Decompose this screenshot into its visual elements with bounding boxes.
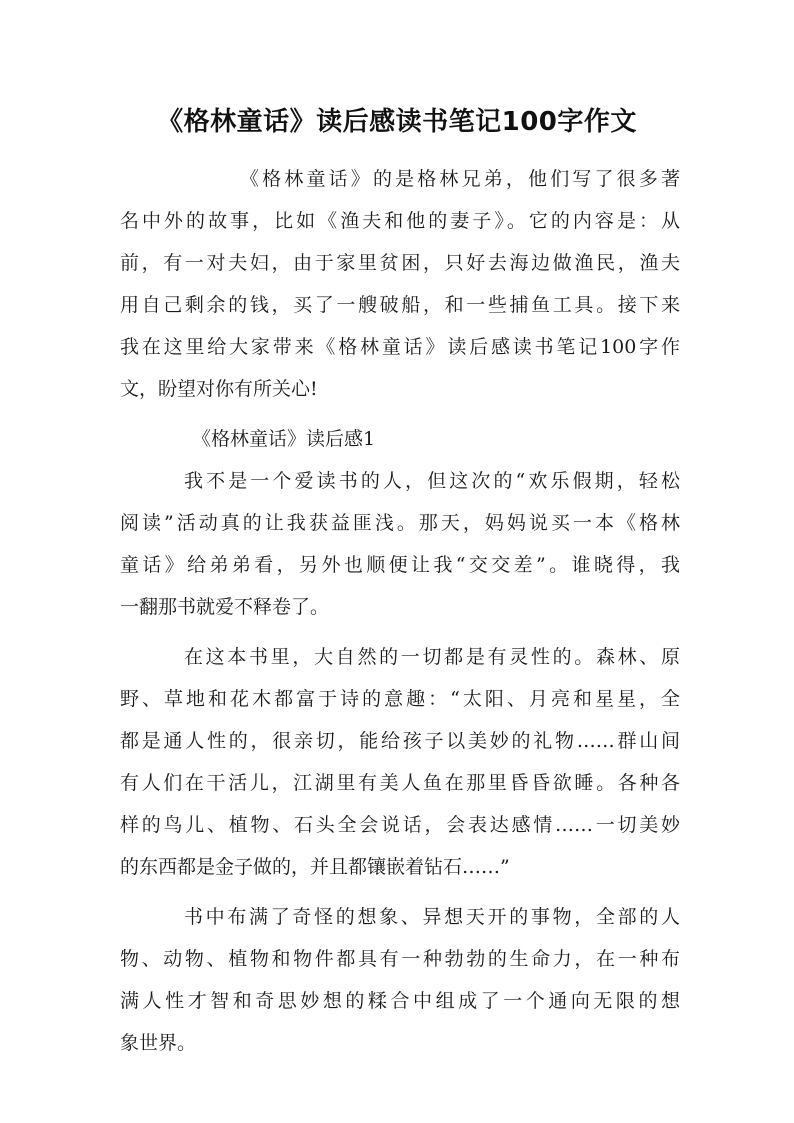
- paragraph-3: [120, 896, 680, 1064]
- paragraph-line: 前，有一对夫妇，由于家里贫困，只好去海边做渔民，渔夫: [120, 252, 680, 274]
- intro-paragraph: [120, 158, 680, 410]
- paragraph-2: [120, 636, 680, 888]
- paragraph-line: 阅读”活动真的让我获益匪浅。那天，妈妈说买一本《格林: [120, 512, 680, 534]
- paragraph-line: 名中外的故事，比如《渔夫和他的妻子》。它的内容是：从: [120, 210, 680, 232]
- document-title: 《格林童话》读后感读书笔记100字作文: [157, 107, 637, 137]
- paragraph-line: 文，盼望对你有所关心!: [120, 378, 318, 400]
- paragraph-line: 野、草地和花木都富于诗的意趣：“太阳、月亮和星星，全: [120, 688, 680, 710]
- paragraph-line: 样的鸟儿、植物、石头全会说话，会表达感情……一切美妙: [120, 814, 680, 836]
- paragraph-line: 书中布满了奇怪的想象、异想天开的事物，全部的人: [184, 906, 680, 928]
- document-body: [120, 158, 680, 1064]
- paragraph-line: 满人性才智和奇思妙想的糅合中组成了一个通向无限的想: [120, 990, 680, 1012]
- paragraph-line: 童话》给弟弟看，另外也顺便让我“交交差”。谁晓得，我: [120, 554, 680, 576]
- paragraph-line: 都是通人性的，很亲切，能给孩子以美妙的礼物……群山间: [120, 730, 680, 752]
- paragraph-line: 《格林童话》的是格林兄弟，他们写了很多著: [240, 168, 680, 190]
- paragraph-line: 象世界。: [120, 1032, 197, 1054]
- paragraph-line: 我不是一个爱读书的人，但这次的“欢乐假期，轻松: [184, 470, 680, 492]
- paragraph-line: 的东西都是金子做的，并且都镶嵌着钻石……”: [120, 856, 510, 878]
- paragraph-line: 我在这里给大家带来《格林童话》读后感读书笔记100字作: [120, 336, 680, 358]
- section-heading: 《格林童话》读后感1: [192, 428, 376, 450]
- paragraph-line: 一翻那书就爱不释卷了。: [120, 596, 330, 618]
- paragraph-line: 有人们在干活儿，江湖里有美人鱼在那里昏昏欲睡。各种各: [120, 772, 680, 794]
- paragraph-1: [120, 460, 680, 628]
- paragraph-line: 在这本书里，大自然的一切都是有灵性的。森林、原: [184, 646, 680, 668]
- paragraph-line: 用自己剩余的钱，买了一艘破船，和一些捕鱼工具。接下来: [120, 294, 680, 316]
- paragraph-line: 物、动物、植物和物件都具有一种勃勃的生命力，在一种布: [120, 948, 680, 970]
